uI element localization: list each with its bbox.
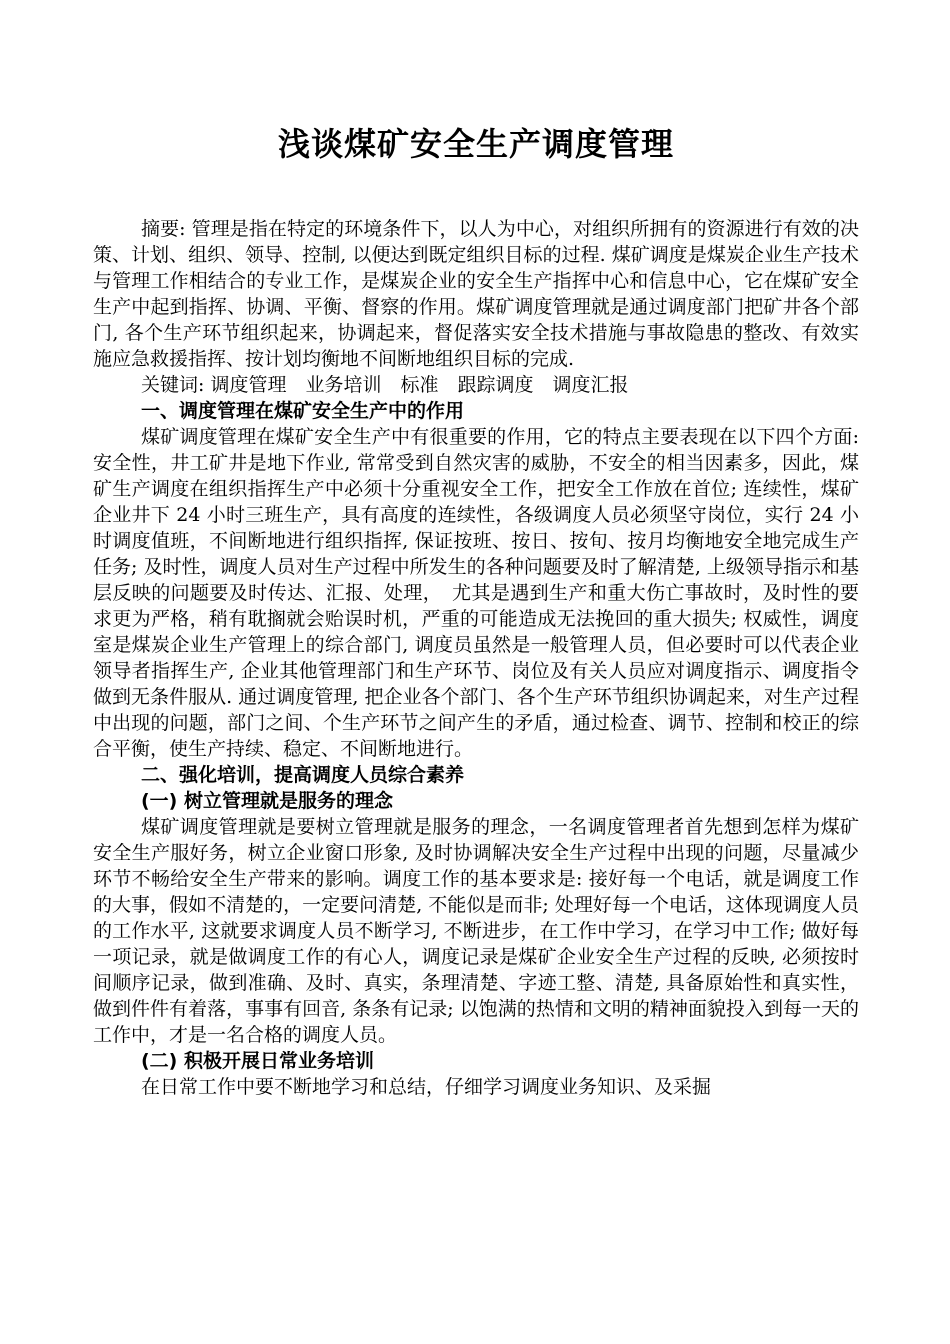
document-title: 浅谈煤矿安全生产调度管理 bbox=[277, 125, 674, 163]
abstract-paragraph: 摘要: 管理是指在特定的环境条件下，以人为中心，对组织所拥有的资源进行有效的决策、计划、组织、领导、控制, 以便达到既定组织目标的过程. 煤矿调度是煤炭企业生产技术与管理工作相结合的专业工作，是煤炭企业的安全生产指挥中心和信息中心，它在煤矿安全生产中起到指挥、协调、平衡、督察的作用。煤矿调度管理就是通过调度部门把矿井各个部门, 各个生产环节组织起来，协调起来，督促落实安全技术措施与事故隐患的整改、有效实施应急救援指挥、按计划均衡地不间断地组织目标的完成. bbox=[93, 218, 859, 370]
section-2-sub-1-body: 煤矿调度管理就是要树立管理就是服务的理念，一名调度管理者首先想到怎样为煤矿安全生产服好务，树立企业窗口形象, 及时协调解决安全生产过程中出现的问题，尽量减少环节不畅给安全生产带来的影响。调度工作的基本要求是: 接好每一个电话，就是调度工作的大事，假如不清楚的，一定要问清楚, 不能似是而非; 处理好每一个电话，这体现调度人员的工作水平, 这就要求调度人员不断学习, 不断进步，在工作中学习，在学习中工作; 做好每一项记录，就是做调度工作的有心人，调度记录是煤矿企业安全生产过程的反映, 必须按时间顺序记录，做到准确、及时、真实，条理清楚、字迹工整、清楚, 具备原始性和真实性，做到件件有着落，事事有回音, 条条有记录; 以饱满的热情和文明的精神面貌投入到每一天的工作中，才是一名合格的调度人员。 bbox=[93, 816, 859, 1046]
section-2-sub-2-heading: (二) 积极开展日常业务培训 bbox=[141, 1050, 374, 1072]
section-2-sub-1-heading: (一) 树立管理就是服务的理念 bbox=[141, 790, 393, 812]
section-2-heading: 二、强化培训，提高调度人员综合素养 bbox=[141, 764, 465, 786]
keywords-line: 关键词: 调度管理 业务培训 标准 跟踪调度 调度汇报 bbox=[141, 374, 629, 396]
section-1-heading: 一、调度管理在煤矿安全生产中的作用 bbox=[141, 400, 465, 422]
section-1-body: 煤矿调度管理在煤矿安全生产中有很重要的作用，它的特点主要表现在以下四个方面: 安全性，井工矿井是地下作业, 常常受到自然灾害的威胁，不安全的相当因素多，因此，煤矿生产调度在组织指挥生产中必须十分重视安全工作，把安全工作放在首位; 连续性，煤矿企业井下 24 小时三班生产，具有高度的连续性，各级调度人员必须坚守岗位，实行 24 小时调度值班，不间断地进行组织指挥, 保证按班、按日、按旬、按月均衡地安全地完成生产任务; 及时性，调度人员对生产过程中所发生的各种问题要及时了解清楚, 上级领导指示和基层反映的问题要及时传达、汇报、处理， 尤其是遇到生产和重大伤亡事故时，及时性的要求更为严格，稍有耽搁就会贻误时机，严重的可能造成无法挽回的重大损失; 权威性，调度室是煤炭企业生产管理上的综合部门, 调度员虽然是一般管理人员，但必要时可以代表企业领导者指挥生产, 企业其他管理部门和生产环节、岗位及有关人员应对调度指示、调度指令做到无条件服从. 通过调度管理, 把企业各个部门、各个生产环节组织协调起来，对生产过程中出现的问题，部门之间、个生产环节之间产生的矛盾，通过检查、调节、控制和校正的综合平衡，使生产持续、稳定、不间断地进行。 bbox=[93, 426, 859, 760]
document-page bbox=[93, 120, 859, 1100]
section-2-sub-2-body: 在日常工作中要不断地学习和总结，仔细学习调度业务知识、及采掘 bbox=[141, 1076, 712, 1098]
